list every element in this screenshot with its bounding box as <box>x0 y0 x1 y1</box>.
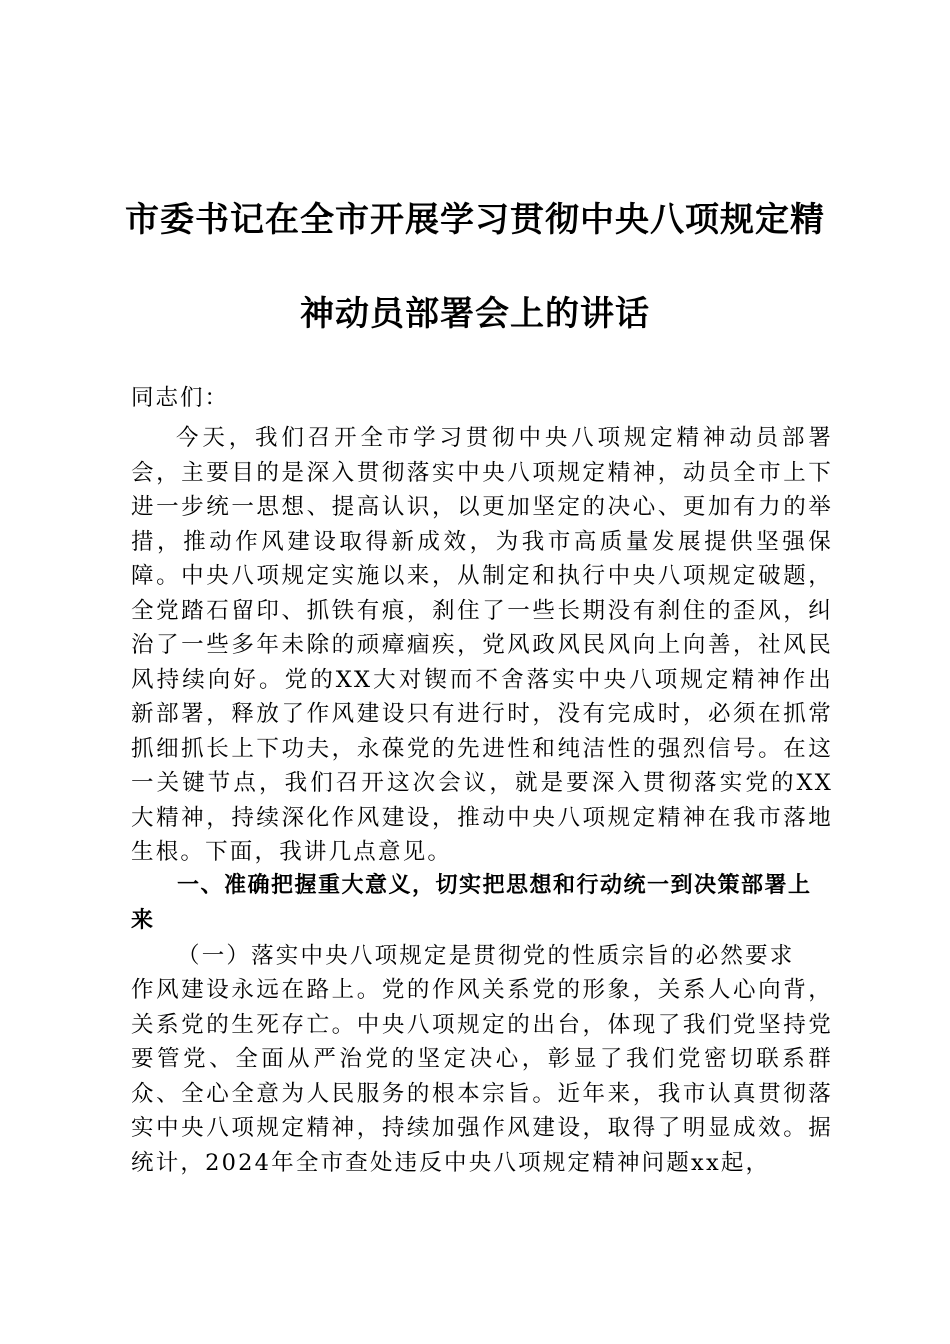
document-title-line-2: 神动员部署会上的讲话 <box>300 294 650 334</box>
paragraph-section-1: 作风建设永远在路上。党的作风关系党的形象，关系人心向背，关系党的生死存亡。中央八项规定的出台，体现了我们党坚持党要管党、全面从严治党的坚定决心，彰显了我们党密切联系群众、全心全意为人民服务的根本宗旨。近年来，我市认真贯彻落实中央八项规定精神，持续加强作风建设，取得了明显成效。据统计，2024年全市查处违反中央八项规定精神问题xx起， <box>131 977 833 1176</box>
salutation: 同志们： <box>131 385 230 411</box>
section-heading-1: 一、准确把握重大意义，切实把思想和行动统一到决策部署上来 <box>131 873 812 933</box>
document-title-line-1: 市委书记在全市开展学习贯彻中央八项规定精 <box>125 200 825 240</box>
subsection-heading-1: （一）落实中央八项规定是贯彻党的性质宗旨的必然要求 <box>177 943 795 969</box>
paragraph-intro: 今天，我们召开全市学习贯彻中央八项规定精神动员部署会，主要目的是深入贯彻落实中央八项规定精神，动员全市上下进一步统一思想、提高认识，以更加坚定的决心、更加有力的举措，推动作风建设取得新成效，为我市高质量发展提供坚强保障。中央八项规定实施以来，从制定和执行中央八项规定破题，全党踏石留印、抓铁有痕，刹住了一些长期没有刹住的歪风，纠治了一些多年未除的顽瘴痼疾，党风政风民风向上向善，社风民风持续向好。党的XX大对锲而不舍落实中央八项规定精神作出新部署，释放了作风建设只有进行时，没有完成时，必须在抓常抓细抓长上下功夫，永葆党的先进性和纯洁性的强烈信号。在这一关键节点，我们召开这次会议，就是要深入贯彻落实党的XX大精神，持续深化作风建设，推动中央八项规定精神在我市落地生根。下面，我讲几点意见。 <box>131 425 833 865</box>
